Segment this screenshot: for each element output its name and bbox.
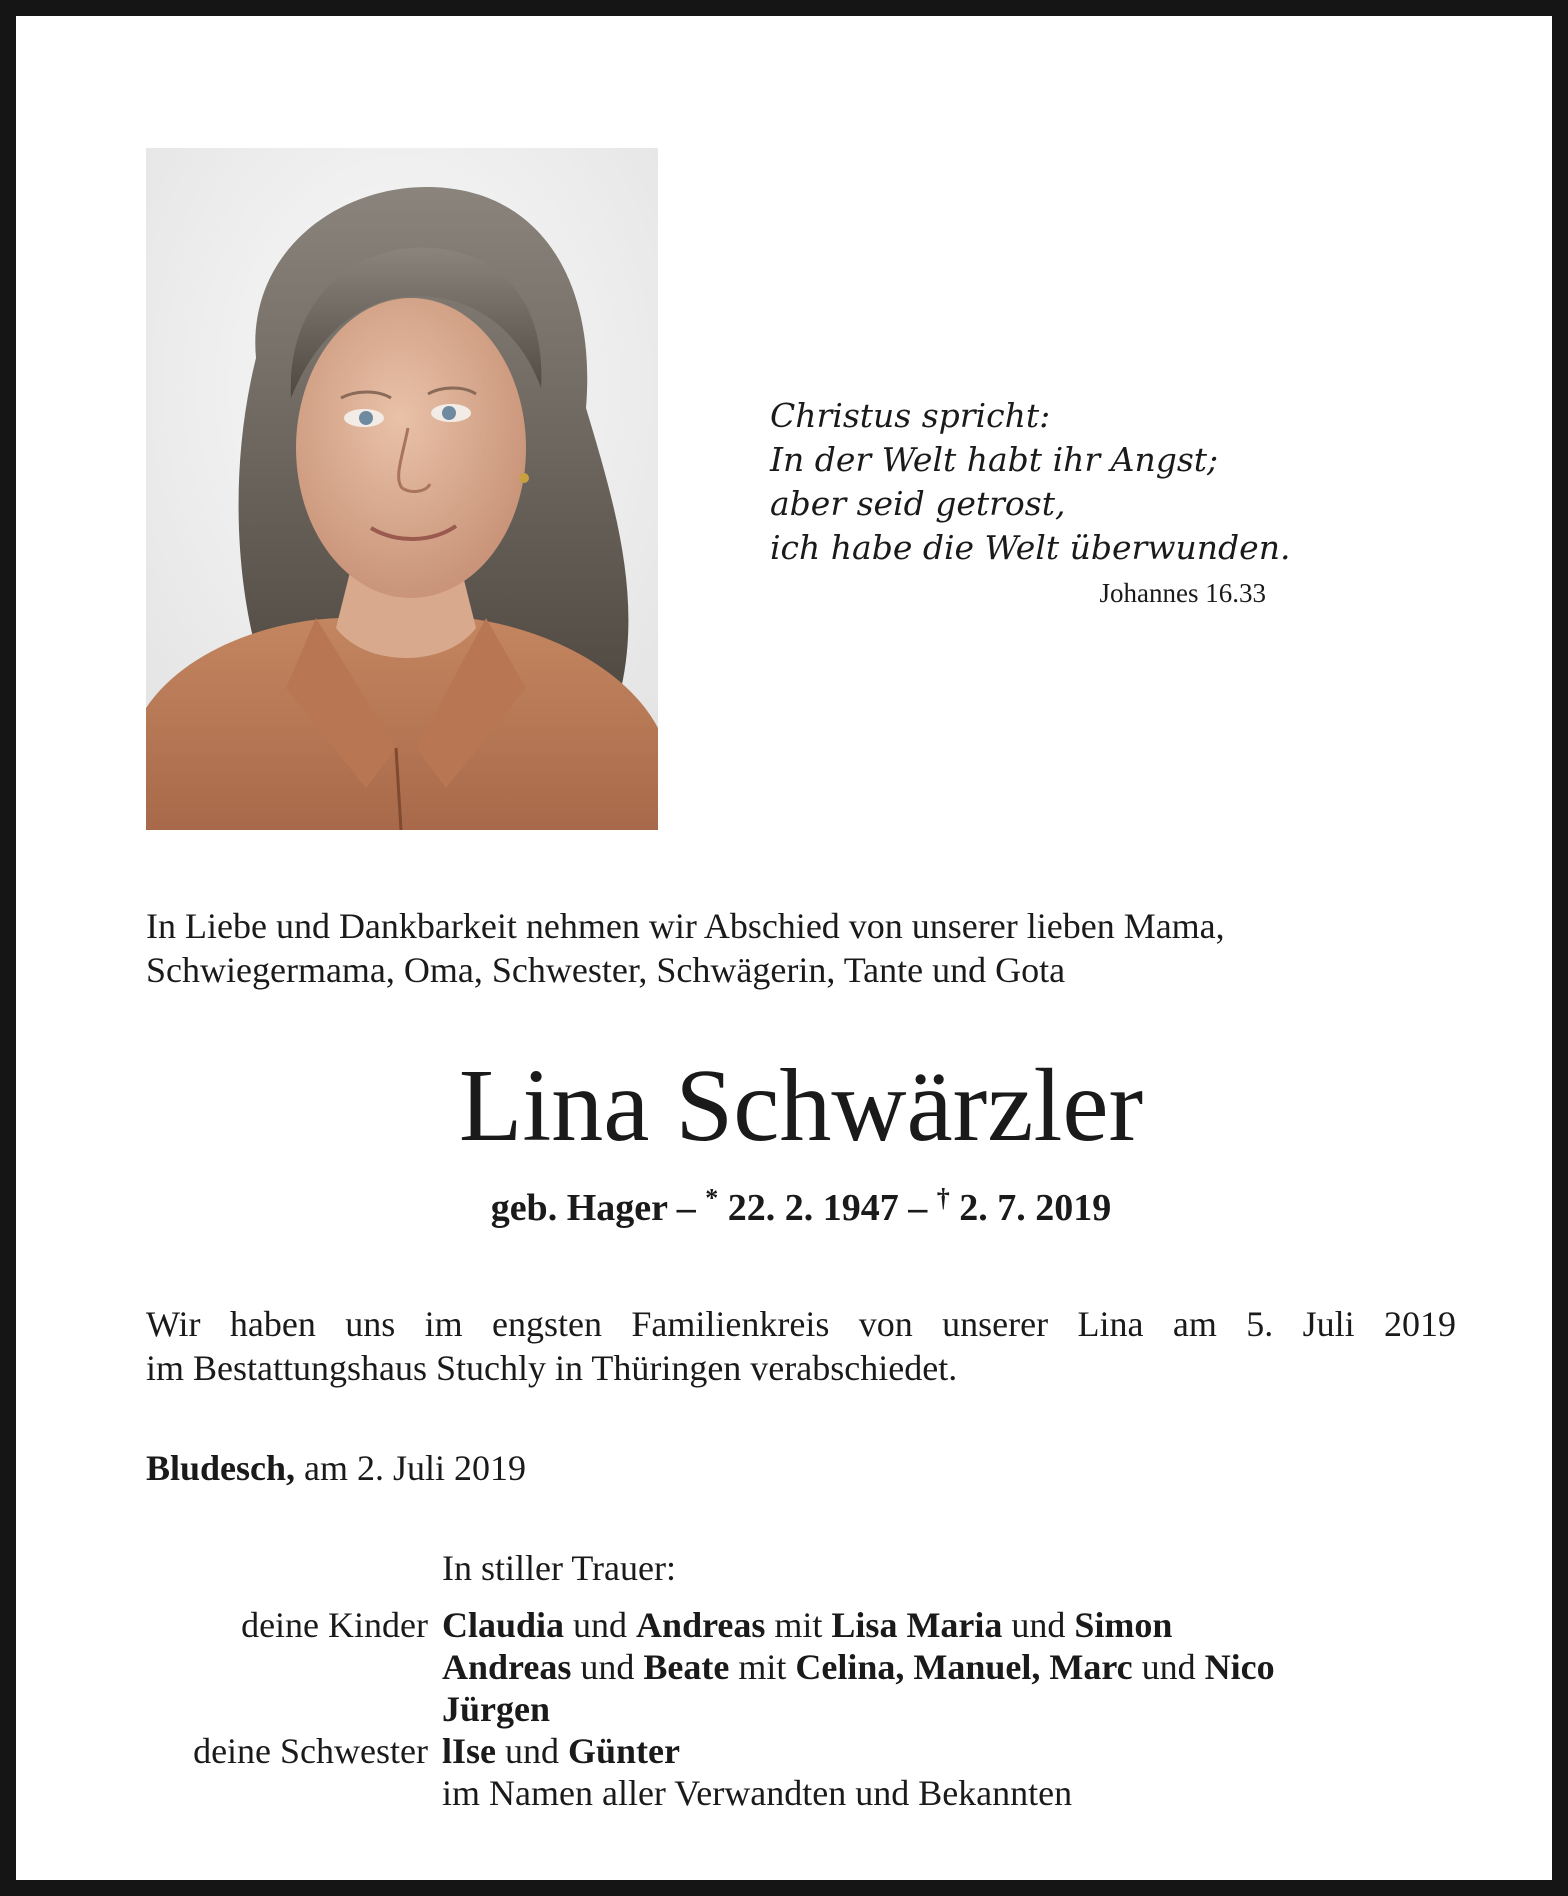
maiden-name: geb. Hager — [490, 1187, 668, 1229]
bible-verse — [770, 394, 1290, 570]
mourner-names — [442, 1646, 1275, 1688]
place: Bludesch, — [146, 1448, 296, 1488]
connector: und — [564, 1605, 637, 1645]
mourner-name: Nico — [1204, 1647, 1275, 1687]
connector: mit — [729, 1647, 796, 1687]
mourner-names — [442, 1688, 550, 1730]
mourners-heading: In stiller Trauer: — [442, 1548, 676, 1588]
intro-text — [146, 904, 1456, 992]
deceased-name: Lina Schwärzler — [458, 1048, 1144, 1163]
mourner-name: Simon — [1074, 1605, 1173, 1645]
date: am 2. Juli 2019 — [295, 1448, 527, 1488]
mourner-name: Claudia — [442, 1605, 565, 1645]
farewell-line: Wir haben uns im engsten Familienkreis von unserer Lina am 5. Juli 2019 — [146, 1304, 1456, 1344]
mourner-name: Andreas — [442, 1647, 572, 1687]
mourner-row-sister — [116, 1730, 1456, 1772]
relation-label: deine Schwester — [193, 1731, 428, 1771]
death-symbol: † — [936, 1183, 950, 1213]
connector: und — [496, 1731, 568, 1771]
connector: und — [1002, 1605, 1075, 1645]
verse-line: aber seid getrost, — [770, 484, 1066, 523]
portrait-illustration — [146, 148, 658, 830]
mourner-name: Günter — [568, 1731, 680, 1771]
portrait-photo — [146, 148, 658, 830]
farewell-text — [146, 1302, 1456, 1390]
connector: und — [571, 1647, 644, 1687]
mourner-name: Lisa Maria — [831, 1605, 1003, 1645]
dash: – — [898, 1187, 937, 1229]
intro-line: In Liebe und Dankbarkeit nehmen wir Abschied von unserer lieben Mama, — [146, 906, 1225, 946]
verse-line: In der Welt habt ihr Angst; — [770, 440, 1219, 479]
relation-label: deine Kinder — [241, 1605, 428, 1645]
birth-date: 22. 2. 1947 — [718, 1187, 899, 1229]
mourner-names — [442, 1604, 1172, 1646]
mourner-names — [442, 1730, 680, 1772]
mourner-name: Jürgen — [442, 1689, 550, 1729]
mourner-row — [116, 1646, 1456, 1688]
verse-line: Christus spricht: — [770, 396, 1051, 435]
place-date — [146, 1446, 526, 1490]
farewell-line: im Bestattungshaus Stuchly in Thüringen verabschiedet. — [146, 1348, 958, 1388]
death-date: 2. 7. 2019 — [949, 1187, 1112, 1229]
connector: mit — [765, 1605, 832, 1645]
birth-symbol: * — [705, 1183, 719, 1213]
intro-line: Schwiegermama, Oma, Schwester, Schwägerin, Tante und Gota — [146, 950, 1066, 990]
dash: – — [667, 1187, 706, 1229]
mourner-closing-row — [116, 1772, 1456, 1814]
life-dates — [146, 1184, 1456, 1232]
mourner-name: Celina, Manuel, Marc — [795, 1647, 1133, 1687]
verse-reference: Johannes 16.33 — [1099, 578, 1266, 608]
mourner-row-children — [116, 1604, 1456, 1646]
mourner-row — [116, 1688, 1456, 1730]
mourners-closing: im Namen aller Verwandten und Bekannten — [442, 1773, 1073, 1813]
verse-line: ich habe die Welt überwunden. — [770, 528, 1291, 567]
mourner-name: Andreas — [636, 1605, 766, 1645]
mourner-name: lIse — [442, 1731, 496, 1771]
mourner-name: Beate — [643, 1647, 730, 1687]
connector: und — [1132, 1647, 1205, 1687]
